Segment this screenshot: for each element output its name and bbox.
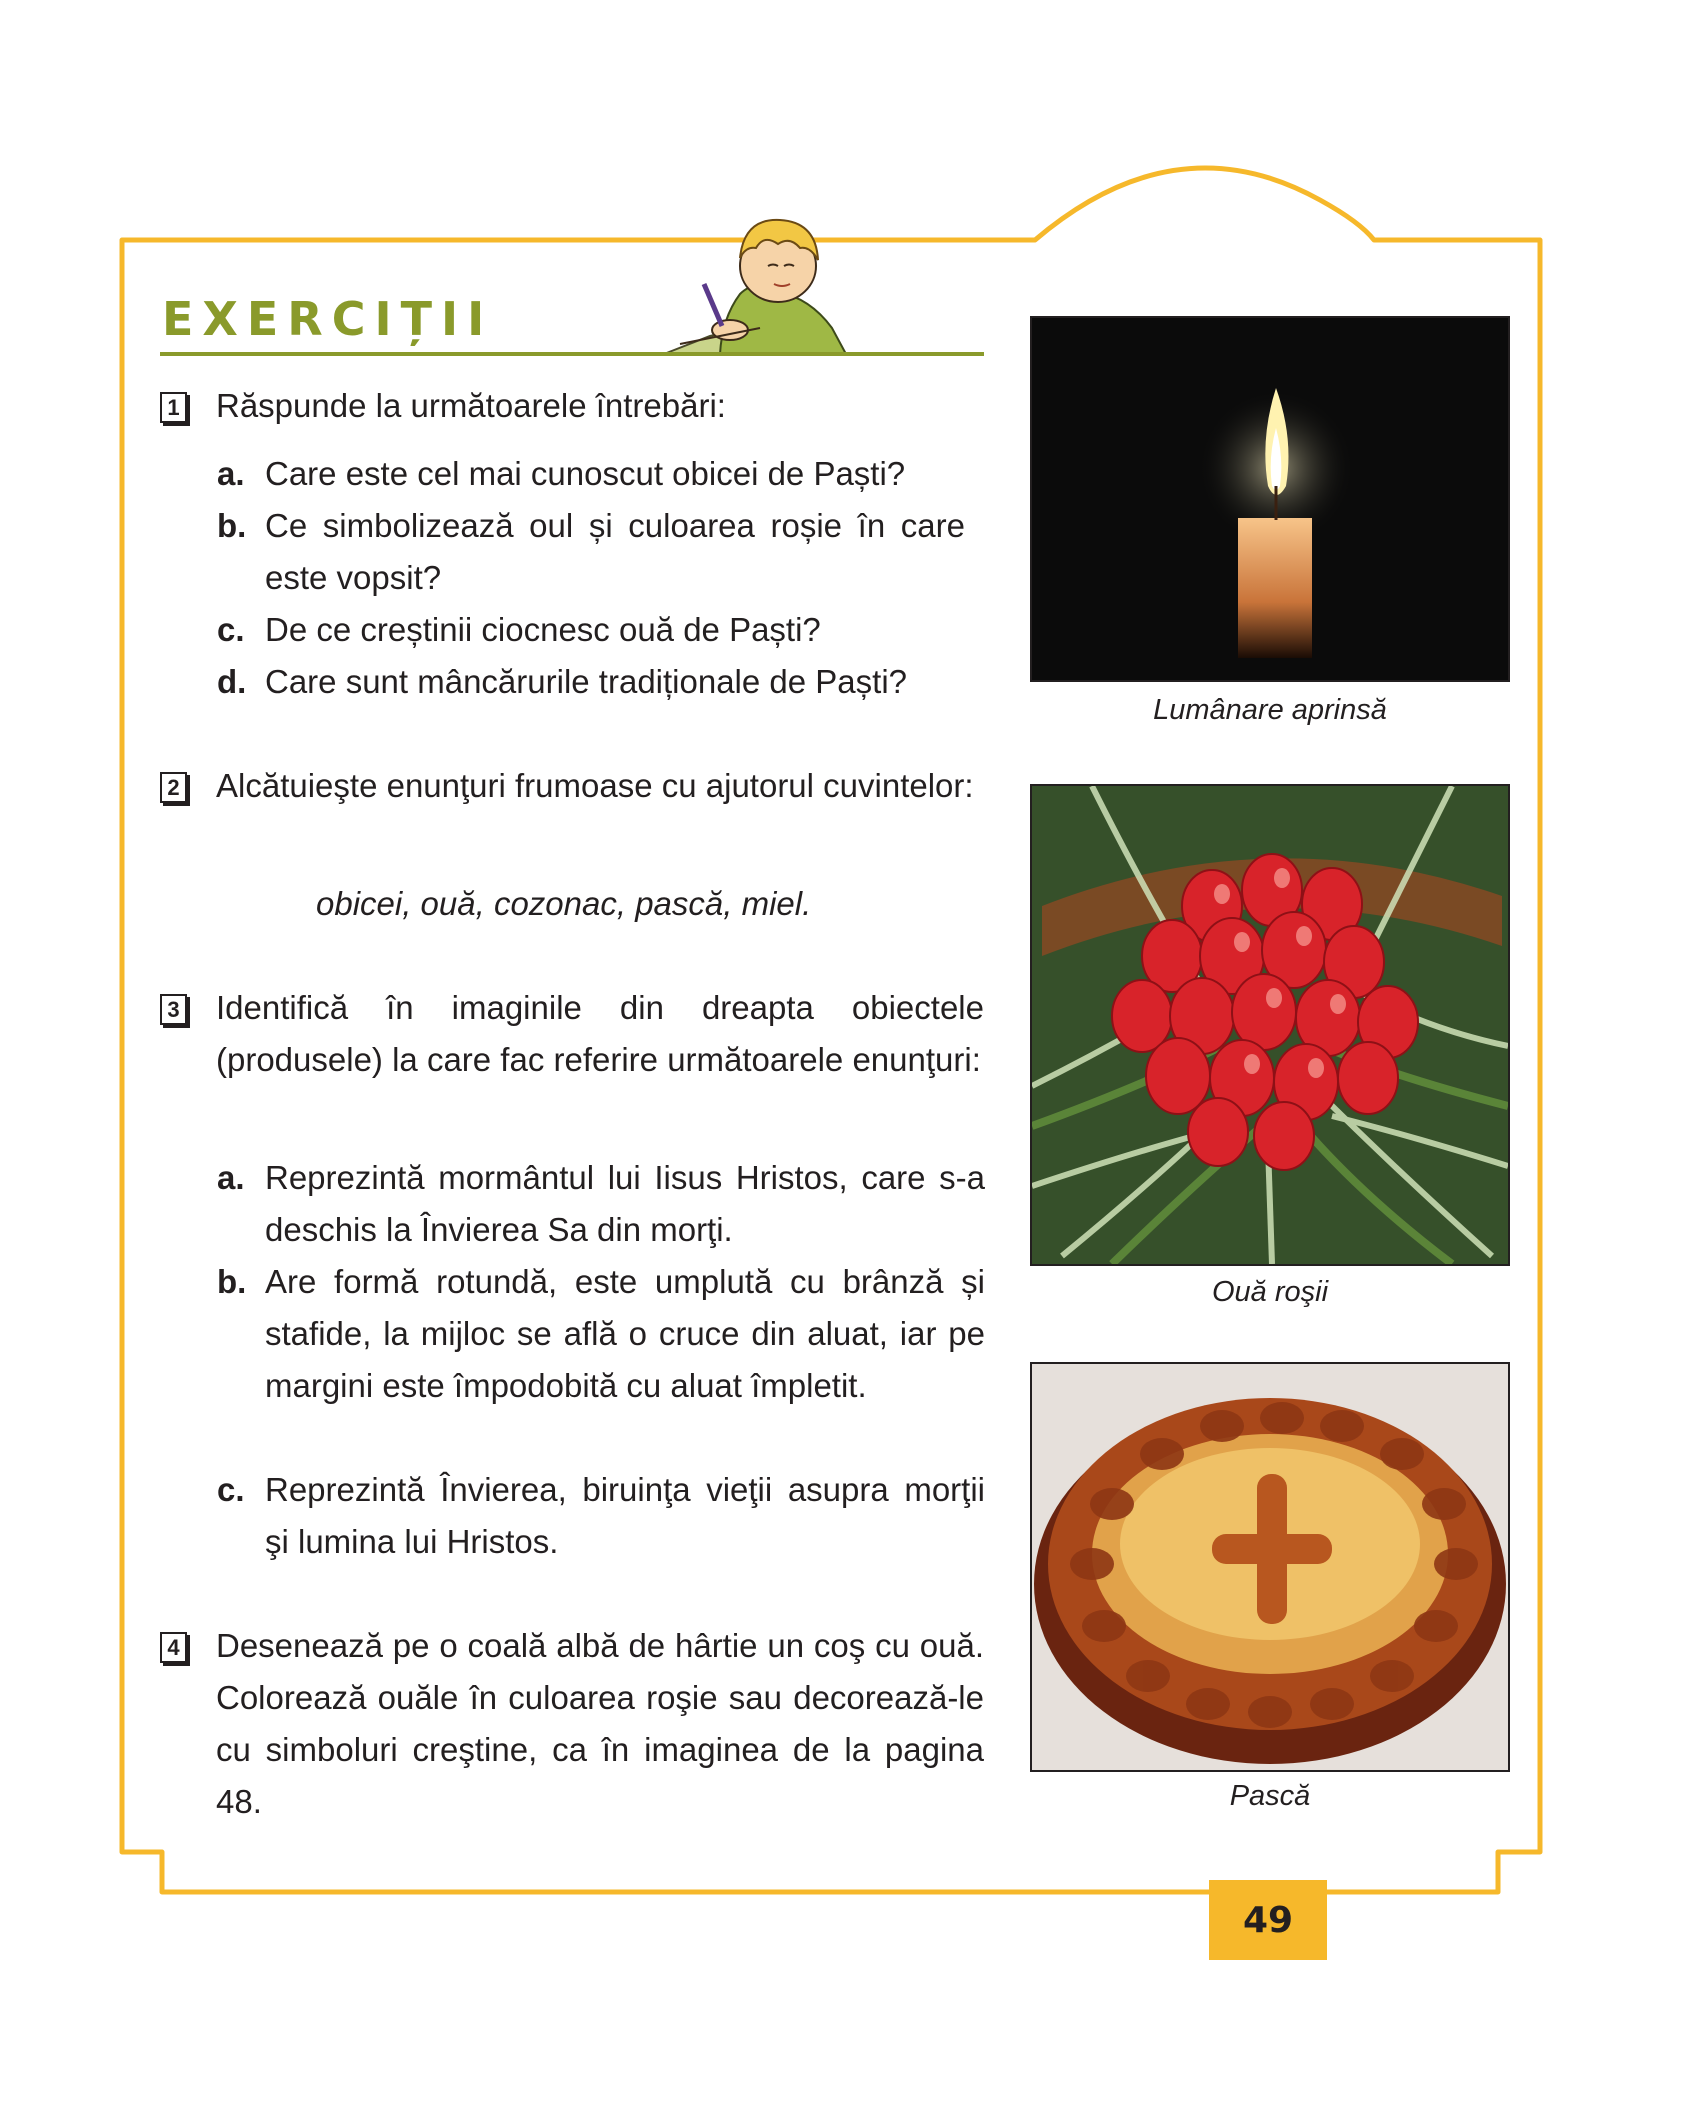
- item-letter: a.: [217, 455, 245, 492]
- item-text: Reprezintă mormântul lui Iisus Hristos, care s-a deschis la Învierea Sa din morţi.: [265, 1159, 985, 1248]
- exercise-number-badge: 4: [160, 1632, 187, 1663]
- exercise-4: [160, 1620, 984, 1828]
- exercise-1: [160, 380, 984, 432]
- item-letter: a.: [217, 1159, 245, 1196]
- item-text: Reprezintă Învierea, biruinţa vieţii asupra morţii şi lumina lui Hristos.: [265, 1471, 985, 1560]
- item-text: Are formă rotundă, este umplută cu brânză și stafide, la mijloc se află o cruce din aluat, iar pe margini este împodobită cu aluat împletit.: [265, 1263, 985, 1404]
- statement-c: [217, 1464, 985, 1568]
- exercise-4-text: Desenează pe o coală albă de hârtie un coş cu ouă. Colorează ouăle în culoarea roşie sau decorează-le cu simboluri creştine, ca în imaginea de la pagina 48.: [216, 1627, 984, 1820]
- candle-photo: [1030, 316, 1510, 682]
- word-list: obicei, ouă, cozonac, pască, miel.: [316, 885, 812, 922]
- page-number: 49: [1209, 1880, 1327, 1960]
- question-b: [217, 500, 985, 604]
- item-text: De ce creștinii ciocnesc ouă de Paști?: [265, 611, 821, 648]
- question-c: [217, 604, 985, 656]
- exercise-number-badge: 3: [160, 994, 187, 1025]
- item-letter: c.: [217, 1471, 245, 1508]
- title-underline: [160, 352, 984, 356]
- exercise-number-badge: 2: [160, 772, 187, 803]
- exercise-1-text: Răspunde la următoarele întrebări:: [216, 387, 726, 424]
- item-text: Care este cel mai cunoscut obicei de Paști?: [265, 455, 906, 492]
- item-text: Ce simbolizează oul și culoarea roșie în care este vopsit?: [265, 507, 965, 596]
- section-title: EXERCIȚII: [162, 292, 494, 346]
- pasca-caption: Pască: [1229, 1780, 1311, 1812]
- candle-caption: Lumânare aprinsă: [1153, 694, 1387, 726]
- exercise-number-badge: 1: [160, 392, 187, 423]
- pasca-photo: [1030, 1362, 1510, 1772]
- exercise-3: [160, 982, 984, 1086]
- exercise-3-text: Identifică în imaginile din dreapta obiectele (produsele) la care fac referire următoarele enunţuri:: [216, 989, 984, 1078]
- boy-writing-illustration: [660, 208, 860, 356]
- item-letter: c.: [217, 611, 245, 648]
- question-a: [217, 448, 985, 500]
- item-text: Care sunt mâncărurile tradiționale de Paști?: [265, 663, 908, 700]
- statement-a: [217, 1152, 985, 1256]
- item-letter: d.: [217, 663, 247, 700]
- exercise-2: [160, 760, 984, 812]
- item-letter: b.: [217, 1263, 247, 1300]
- question-d: [217, 656, 985, 708]
- item-letter: b.: [217, 507, 247, 544]
- red-eggs-caption: Ouă roşii: [1211, 1276, 1329, 1308]
- red-eggs-photo: [1030, 784, 1510, 1266]
- statement-b: [217, 1256, 985, 1412]
- exercise-2-text: Alcătuieşte enunţuri frumoase cu ajutorul cuvintelor:: [216, 767, 974, 804]
